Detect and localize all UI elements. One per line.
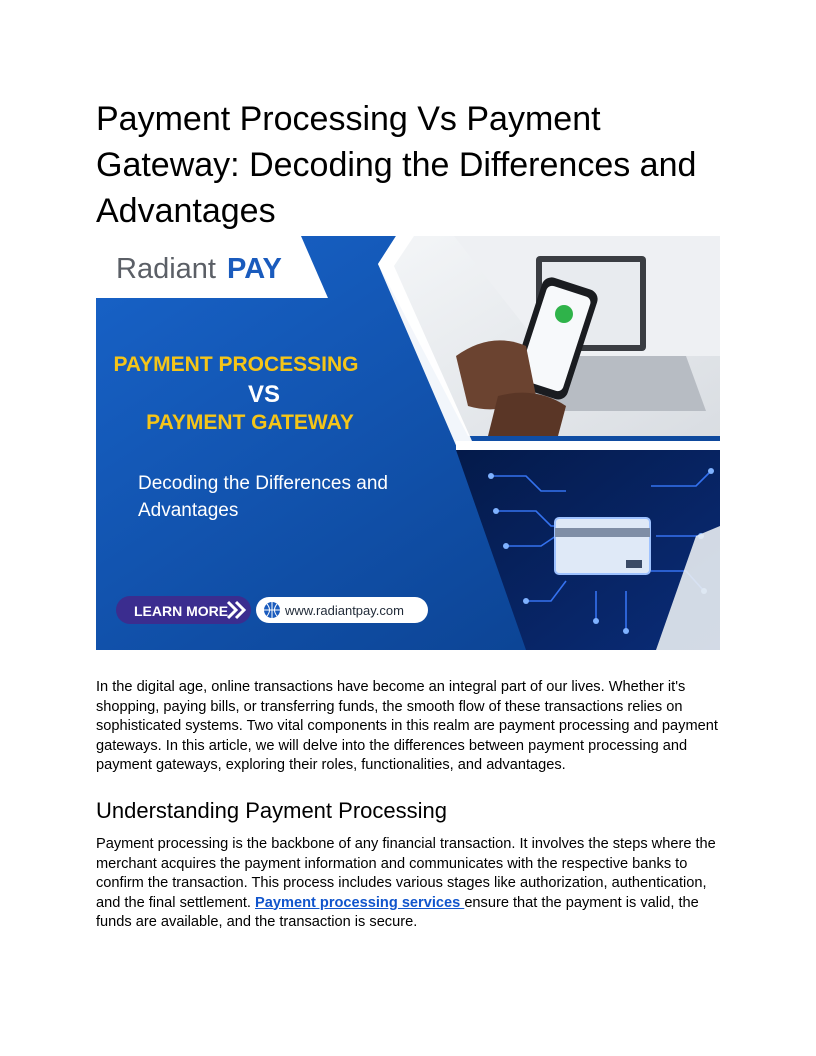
- headline-line1: PAYMENT PROCESSING: [113, 353, 359, 376]
- banner-subtitle-line1: Decoding the Differences and: [138, 473, 388, 494]
- website-pill[interactable]: [256, 597, 428, 623]
- section-paragraph: [96, 835, 720, 933]
- logo-text-pay: PAY: [227, 253, 282, 285]
- section-heading: Understanding Payment Processing: [96, 798, 447, 823]
- logo-text-radiant: Radiant: [116, 253, 216, 285]
- paragraph-text-after-link: ensure that the payment is valid, the funds are available, and the transaction is secure.: [96, 894, 699, 930]
- intro-paragraph: In the digital age, online transactions have become an integral part of our lives. Whether it's shopping, paying bills, or transferring funds, the smooth flow of these transactions relies on sophisticated systems. Two vital components in this realm are payment processing and payment gateways. In this article, we will delve into the differences between payment processing and payment gateways, exploring their roles, functionalities, and advantages.: [96, 679, 718, 773]
- headline-line2: PAYMENT GATEWAY: [146, 411, 354, 434]
- banner-subtitle-line2: Advantages: [138, 500, 239, 521]
- article-banner-image: [96, 236, 720, 650]
- paragraph-text-before-link: Payment processing is the backbone of any financial transaction. It involves the steps where the merchant acquires the payment information and communicates with the respective banks to confirm the transaction. This process includes various stages like authorization, authentication, and the final settlement.: [96, 836, 716, 911]
- payment-processing-services-link[interactable]: Payment processing services: [255, 894, 465, 911]
- page-title: Payment Processing Vs Payment Gateway: Decoding the Differences and Advantages: [96, 100, 697, 230]
- learn-more-label: LEARN MORE: [134, 603, 229, 619]
- learn-more-button[interactable]: [116, 596, 251, 624]
- website-url: www.radiantpay.com: [285, 603, 404, 618]
- headline-vs: VS: [247, 381, 281, 408]
